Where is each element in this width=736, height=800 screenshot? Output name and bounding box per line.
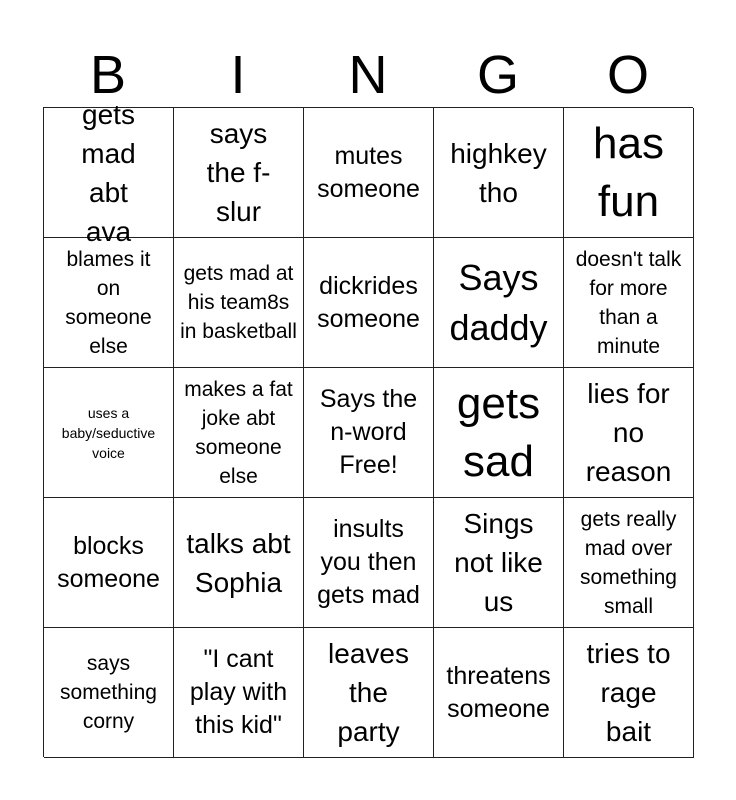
bingo-cell[interactable] [304,498,434,628]
bingo-cell[interactable] [174,628,304,758]
cell-text: says something corny [60,652,157,733]
cell-text: Sings not like us [454,508,543,617]
bingo-cell[interactable] [564,628,694,758]
cell-text: Says daddy [449,256,548,348]
header-letter-o: O [606,45,649,105]
cell-text: gets sad [456,378,541,486]
bingo-cell[interactable] [44,98,174,247]
cell-text: gets mad at his team8s in basketball [180,262,297,343]
cell-text: highkey tho [450,137,547,208]
cell-text: mutes someone [317,141,420,203]
bingo-cell[interactable] [304,368,434,498]
cell-text: makes a fat joke abt someone else [184,377,293,488]
header-letter-b: B [89,45,127,105]
cell-text: Says the n-word Free! [319,385,418,479]
header-letter-n: N [348,45,388,105]
cell-text: says the f-slur [206,118,271,227]
bingo-cell[interactable] [44,368,174,498]
cell-text: tries to rage bait [586,638,671,747]
bingo-cell[interactable] [434,628,564,758]
cell-text: lies for no reason [585,378,672,487]
cell-text: threatens someone [446,661,551,723]
cell-text: leaves the party [328,638,409,747]
bingo-cell[interactable] [174,238,304,368]
cell-text: blocks someone [57,531,160,593]
bingo-cell[interactable] [564,498,694,628]
cell-text: has fun [593,118,664,226]
cell-text: "I cant play with this kid" [189,645,288,739]
bingo-cell[interactable] [304,628,434,758]
cell-text: blames it on someone else [65,247,152,358]
cell-text: uses a baby/seductive voice [61,404,156,461]
bingo-cell[interactable] [434,368,564,498]
cell-text: doesn't talk for more than a minute [575,247,682,358]
cell-text: dickrides someone [317,271,420,333]
header-letter-i: I [230,45,246,105]
cell-text: insults you then gets mad [317,515,420,609]
bingo-cell[interactable] [564,368,694,498]
cell-text: talks abt Sophia [186,527,291,598]
bingo-cell[interactable] [564,238,694,368]
bingo-cell[interactable] [44,238,174,368]
bingo-cell[interactable] [304,108,434,238]
bingo-cell[interactable] [174,498,304,628]
bingo-cell[interactable] [434,238,564,368]
cell-text: gets really mad over something small [580,507,677,618]
bingo-cell[interactable] [174,108,304,238]
bingo-cell[interactable] [44,498,174,628]
header-letter-g: G [476,45,519,105]
bingo-cell[interactable] [434,108,564,238]
bingo-card-grid [43,98,693,757]
bingo-cell[interactable] [434,498,564,628]
bingo-cell[interactable] [44,628,174,758]
bingo-cell[interactable] [174,368,304,498]
bingo-cell[interactable] [304,238,434,368]
bingo-cell[interactable] [564,108,694,238]
cell-text: gets mad abt ava [81,98,136,247]
